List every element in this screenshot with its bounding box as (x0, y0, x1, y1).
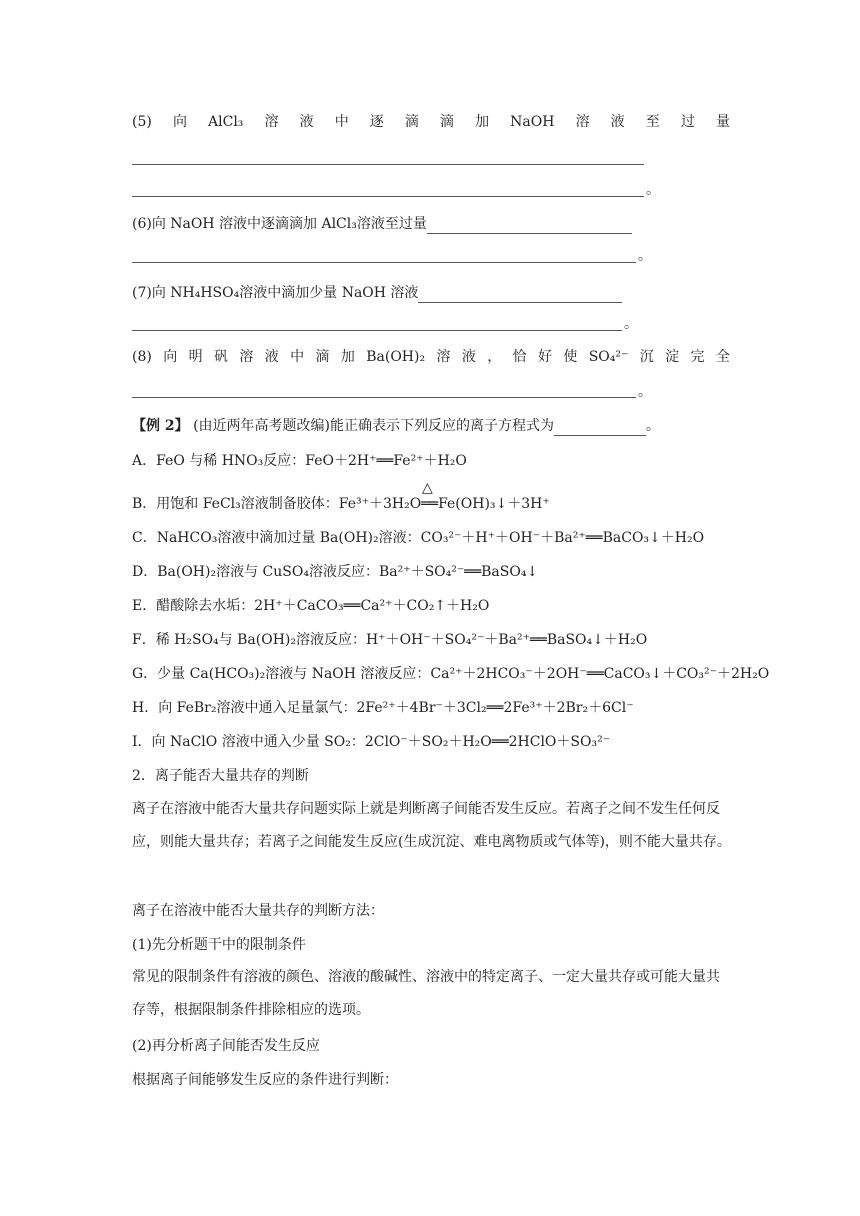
q8-word: 滴 (315, 349, 330, 365)
q5-word: 滴 (404, 114, 419, 130)
step-2-title: (2)再分析离子间能否发生反应 (132, 1038, 320, 1054)
q5-word: 量 (715, 114, 730, 130)
step-2-text: 根据离子间能够发生反应的条件进行判断： (132, 1072, 398, 1088)
q8-word: 使 (563, 349, 578, 365)
question-8 (132, 347, 730, 367)
section-paragraph-2: 离子在溶液中能否大量共存的判断方法： (132, 903, 384, 919)
option-e: E．醋酸除去水垢：2H⁺＋CaCO₃══Ca²⁺＋CO₂↑＋H₂O (132, 598, 490, 614)
q5-word: 向 (172, 114, 187, 130)
q5-word: 溶 (264, 114, 279, 130)
question-5 (132, 112, 730, 132)
answer-blank[interactable] (132, 379, 636, 398)
q8-word: ， (487, 349, 502, 365)
q5-word: 加 (475, 114, 490, 130)
option-h: H．向 FeBr₂溶液中通入足量氯气：2Fe²⁺＋4Br⁻＋3Cl₂══2Fe³⁺＋2Br₂＋6Cl⁻ (132, 700, 634, 716)
q5-word: 滴 (439, 114, 454, 130)
step-1-title: (1)先分析题干中的限制条件 (132, 937, 306, 953)
q8-word: 恰 (512, 349, 527, 365)
answer-blank[interactable] (554, 420, 646, 436)
q8-word: 溶 (436, 349, 451, 365)
q5-word: 液 (610, 114, 625, 130)
answer-blank[interactable] (132, 312, 622, 331)
step-1-text: 常见的限制条件有溶液的颜色、溶液的酸碱性、溶液中的特定离子、一定大量共存或可能大量共存等，根据限制条件排除相应的选项。 (132, 969, 720, 1018)
question-7-text: (7)向 NH₄HSO₄溶液中滴加少量 NaOH 溶液 (132, 285, 419, 301)
option-a: A．FeO 与稀 HNO₃反应：FeO＋2H⁺══Fe²⁺＋H₂O (132, 453, 467, 469)
option-d: D．Ba(OH)₂溶液与 CuSO₄溶液反应：Ba²⁺＋SO₄²⁻══BaSO₄↓ (132, 564, 539, 580)
q8-word: 中 (290, 349, 305, 365)
answer-blank[interactable] (132, 244, 636, 263)
q8-word: 完 (690, 349, 705, 365)
period: 。 (638, 384, 652, 400)
q5-word: 至 (645, 114, 660, 130)
q5-word: 过 (680, 114, 695, 130)
heat-triangle-icon: △ (422, 480, 433, 496)
answer-blank[interactable] (418, 287, 622, 303)
answer-blank[interactable] (427, 218, 632, 234)
q8-word: 淀 (665, 349, 680, 365)
period: 。 (638, 248, 652, 264)
option-c: C．NaHCO₃溶液中滴加过量 Ba(OH)₂溶液：CO₃²⁻＋H⁺＋OH⁻＋Ba²⁺══BaCO₃↓＋H₂O (132, 530, 705, 546)
answer-blank[interactable] (132, 146, 644, 165)
q8-word: 溶 (239, 349, 254, 365)
q8-word: 全 (715, 349, 730, 365)
q8-word: 液 (264, 349, 279, 365)
q5-word: 逐 (369, 114, 384, 130)
q8-word: 明 (188, 349, 203, 365)
q8-word: (8) (132, 349, 152, 365)
q8-word: 沉 (639, 349, 654, 365)
period: 。 (646, 182, 660, 198)
q5-word: NaOH (510, 114, 555, 130)
option-b (132, 480, 550, 514)
period: 。 (624, 316, 638, 332)
option-b-text: B．用饱和 FeCl₃溶液制备胶体：Fe³⁺＋3H₂O══Fe(OH)₃↓＋3H⁺ (132, 496, 550, 512)
option-f: F．稀 H₂SO₄与 Ba(OH)₂溶液反应：H⁺＋OH⁻＋SO₄²⁻＋Ba²⁺══BaSO₄↓＋H₂O (132, 632, 648, 648)
q5-word: AlCl₃ (208, 114, 244, 130)
option-i: I．向 NaClO 溶液中通入少量 SO₂：2ClO⁻＋SO₂＋H₂O══2HClO＋SO₃²⁻ (132, 734, 611, 750)
q5-word: (5) (132, 114, 152, 130)
example-text: (由近两年高考题改编)能正确表示下列反应的离子方程式为 (193, 418, 555, 434)
question-7 (132, 283, 622, 303)
option-g: G．少量 Ca(HCO₃)₂溶液与 NaOH 溶液反应：Ca²⁺＋2HCO₃⁻＋2OH⁻══CaCO₃↓＋CO₃²⁻＋2H₂O (132, 666, 770, 682)
period: 。 (646, 418, 661, 434)
answer-blank[interactable] (132, 178, 644, 197)
example-2 (132, 416, 660, 436)
q8-word: 好 (537, 349, 552, 365)
example-tag: 【例 2】 (132, 418, 189, 434)
section-heading: 2．离子能否大量共存的判断 (132, 768, 309, 784)
question-6 (132, 214, 632, 234)
q8-word: 矾 (213, 349, 228, 365)
q8-word: Ba(OH)₂ (366, 349, 426, 365)
q5-word: 溶 (575, 114, 590, 130)
q8-word: 加 (340, 349, 355, 365)
section-paragraph-1: 离子在溶液中能否大量共存问题实际上就是判断离子间能否发生反应。若离子之间不发生任何反应，则能大量共存；若离子之间能发生反应(生成沉淀、难电离物质或气体等)，则不能大量共存。 (132, 801, 731, 850)
q8-word: 向 (163, 349, 178, 365)
question-6-text: (6)向 NaOH 溶液中逐滴滴加 AlCl₃溶液至过量 (132, 216, 427, 232)
q8-word: SO₄²⁻ (588, 349, 629, 365)
q5-word: 液 (299, 114, 314, 130)
q5-word: 中 (334, 114, 349, 130)
q8-word: 液 (461, 349, 476, 365)
